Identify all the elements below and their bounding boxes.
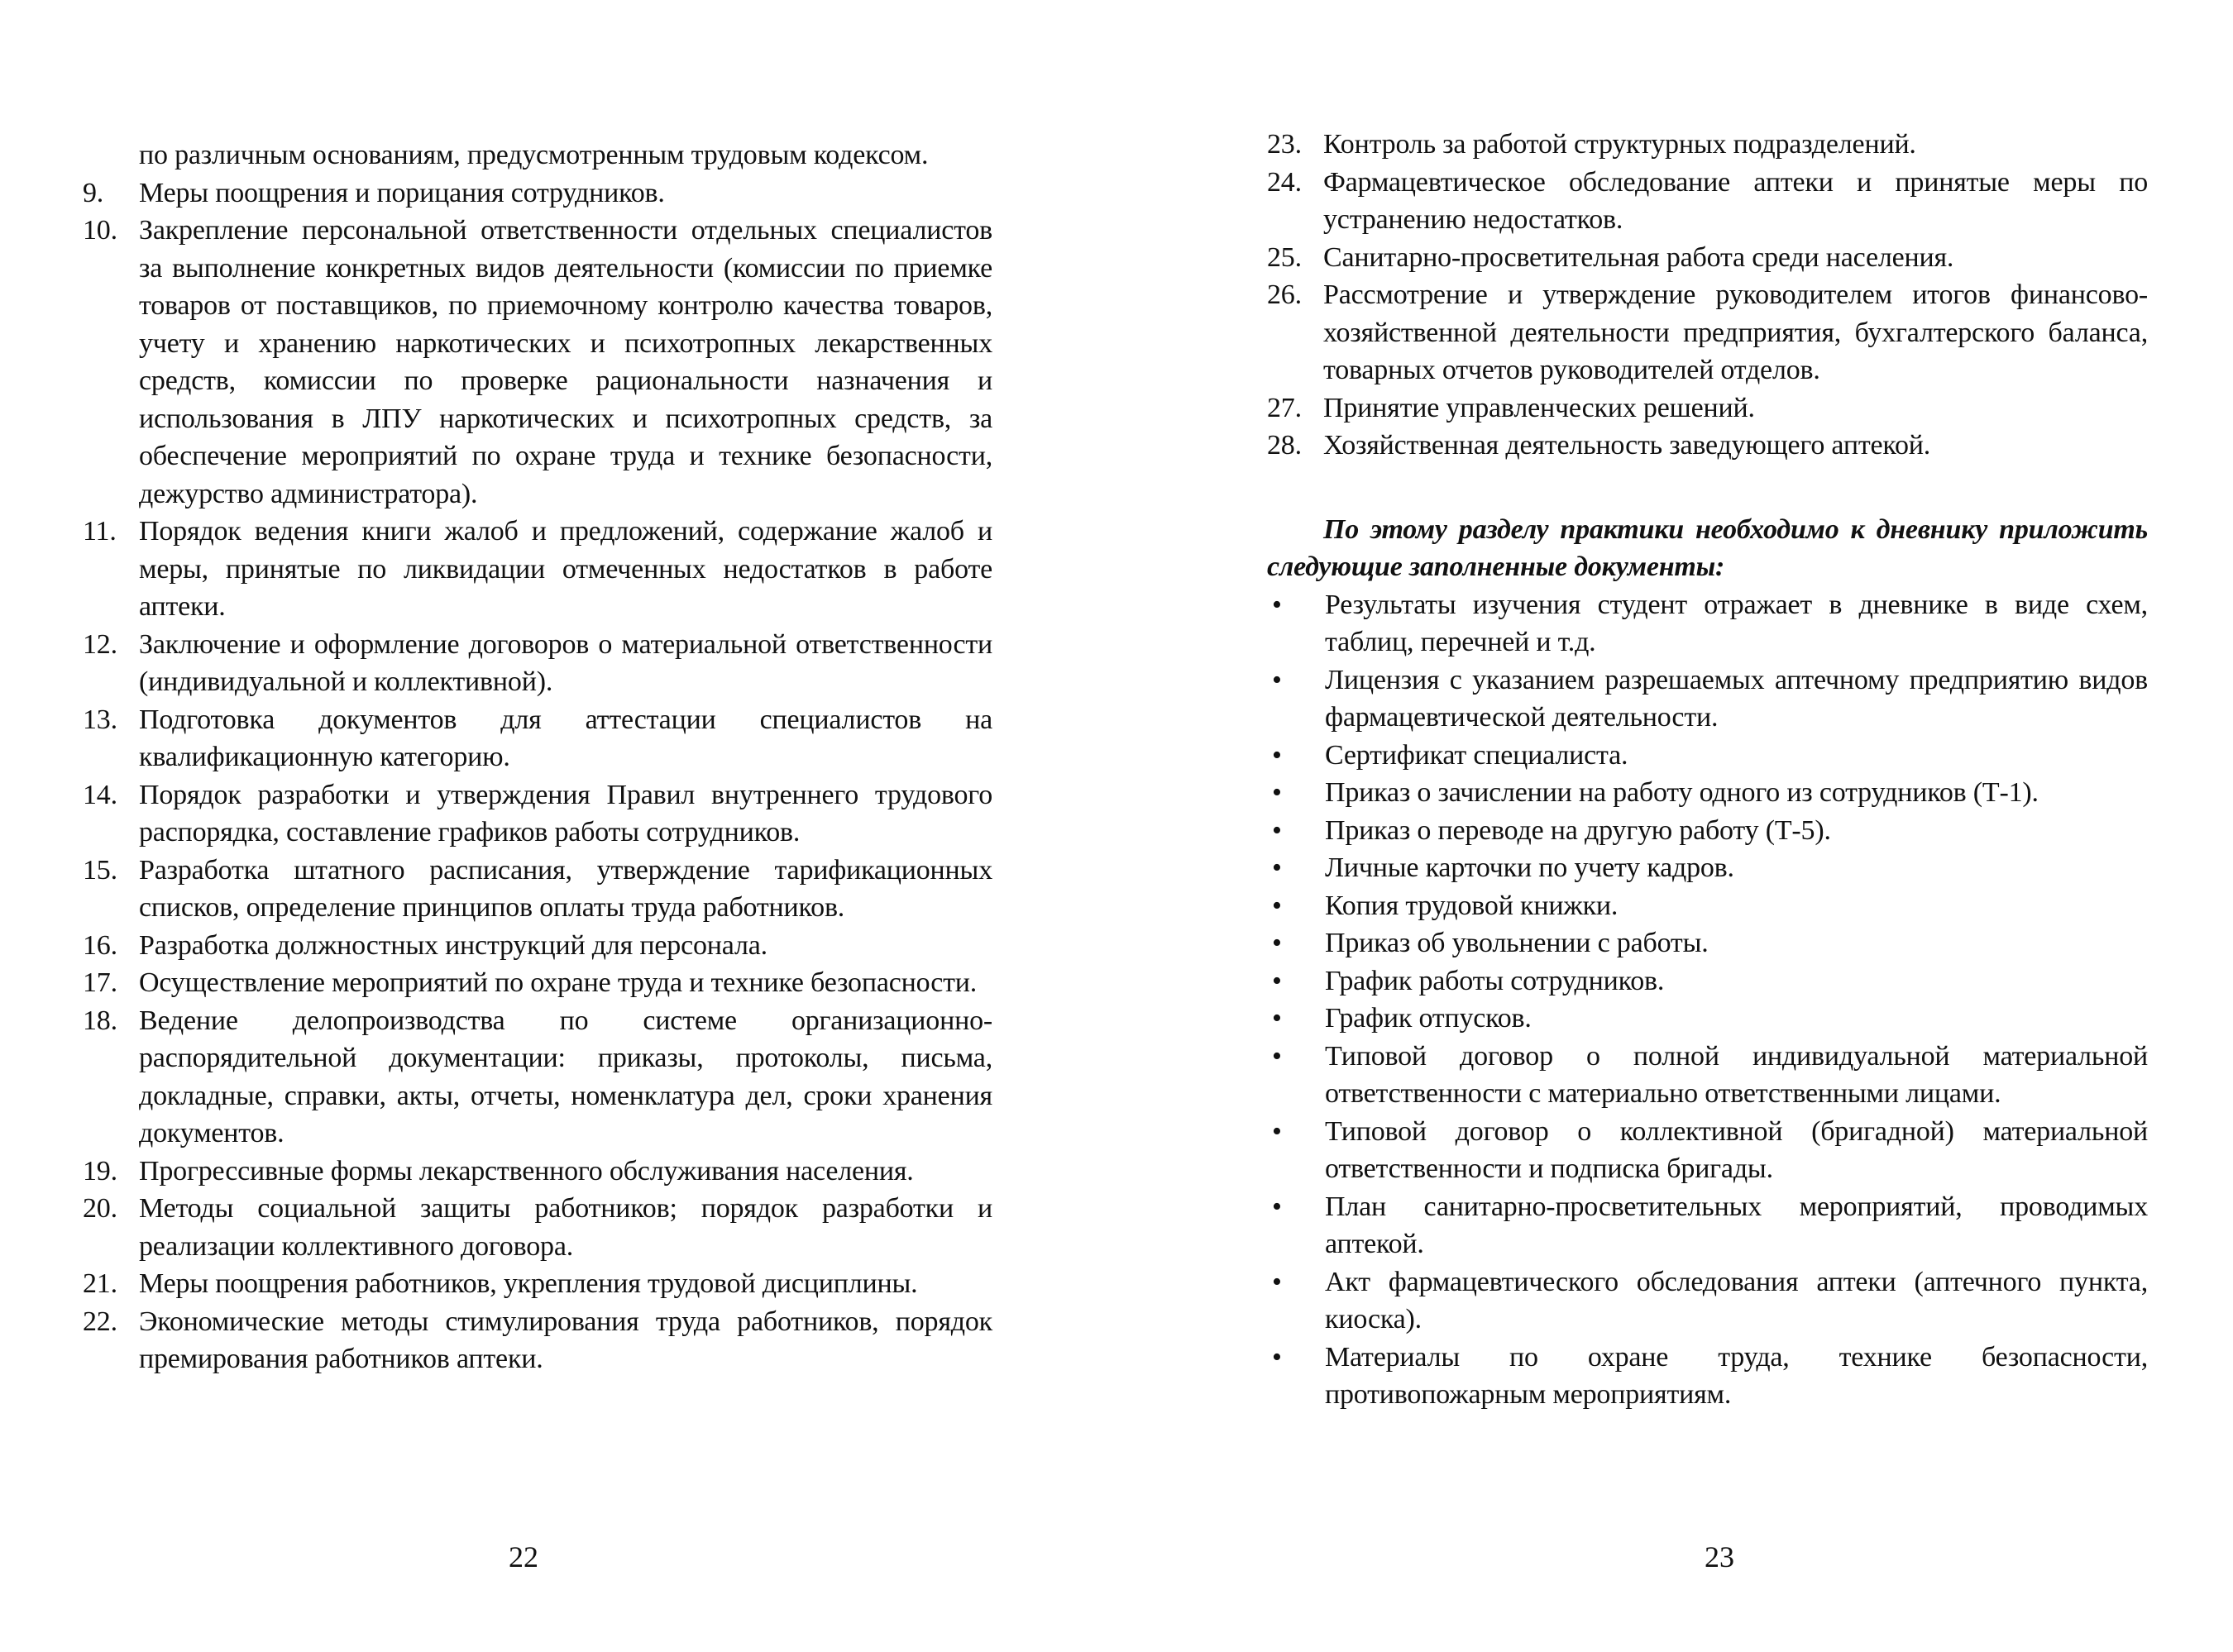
bullet-text: Материалы по охране труда, технике безопасности, противопожарным мероприятиям. [1325, 1341, 2148, 1410]
bullet-icon: • [1272, 1040, 1282, 1072]
list-item [83, 852, 992, 927]
item-text: Порядок разработки и утверждения Правил внутреннего трудового распорядка, составление графиков работы сотрудников. [139, 779, 992, 847]
item-number: 23. [1267, 129, 1302, 160]
bullet-text: Приказ о зачислении на работу одного из сотрудников (Т-1). [1325, 777, 2039, 808]
numbered-list-left [83, 174, 992, 1378]
item-number: 25. [1267, 241, 1302, 273]
bullet-text: Сертификат специалиста. [1325, 739, 1628, 771]
list-item [83, 701, 992, 776]
item-text: Рассмотрение и утверждение руководителем итогов финансово-хозяйственной деятельности предприятия, бухгалтерского баланса, товарных отчетов руководителей отделов. [1323, 279, 2148, 385]
item-text: Хозяйственная деятельность заведующего аптекой. [1323, 430, 1931, 461]
bullet-icon: • [1272, 589, 1282, 620]
section-heading [1267, 511, 2148, 586]
right-page-text [1267, 126, 2148, 1414]
bullet-item [1267, 1038, 2148, 1113]
item-number: 26. [1267, 279, 1302, 310]
bullet-icon: • [1272, 1341, 1282, 1373]
bullet-icon: • [1272, 1115, 1282, 1147]
bullet-item [1267, 1188, 2148, 1263]
bullet-icon: • [1272, 814, 1282, 846]
item-number: 24. [1267, 166, 1302, 198]
bullet-text: План санитарно-просветительных мероприятий, проводимых аптекой. [1325, 1191, 2148, 1259]
item-text: Прогрессивные формы лекарственного обслуживания населения. [139, 1155, 914, 1186]
list-item [83, 1265, 992, 1303]
item-text: Меры поощрения работников, укрепления трудовой дисциплины. [139, 1268, 918, 1299]
bullet-icon: • [1272, 1191, 1282, 1222]
item-text: Разработка должностных инструкций для персонала. [139, 929, 767, 961]
bullet-text: Результаты изучения студент отражает в дневнике в виде схем, таблиц, перечней и т.д. [1325, 589, 2148, 657]
bullet-text: Приказ о переводе на другую работу (Т-5). [1325, 814, 1831, 846]
item-number: 21. [83, 1268, 117, 1299]
bullet-text: Лицензия с указанием разрешаемых аптечному предприятию видов фармацевтической деятельности. [1325, 664, 2148, 733]
list-item [83, 964, 992, 1002]
item-number: 11. [83, 516, 117, 547]
numbered-list-right [1267, 126, 2148, 465]
item-text: Порядок ведения книги жалоб и предложений, содержание жалоб и меры, принятые по ликвидации отмеченных недостатков в работе аптеки. [139, 516, 992, 622]
item-number: 15. [83, 854, 117, 886]
item-text: Разработка штатного расписания, утверждение тарификационных списков, определение принципов оплаты труда работников. [139, 854, 992, 923]
item-number: 27. [1267, 392, 1302, 423]
item-number: 13. [83, 704, 117, 735]
bullet-item [1267, 774, 2148, 812]
item-text: Контроль за работой структурных подразделений. [1323, 129, 1916, 160]
bullet-icon: • [1272, 852, 1282, 883]
list-item [83, 513, 992, 626]
bullet-text: Личные карточки по учету кадров. [1325, 852, 1734, 883]
list-item [1267, 389, 2148, 427]
item-text: Методы социальной защиты работников; порядок разработки и реализации коллективного договора. [139, 1193, 992, 1262]
item-number: 12. [83, 628, 117, 660]
bullet-item [1267, 1339, 2148, 1414]
list-item [83, 1153, 992, 1191]
bullet-item [1267, 661, 2148, 737]
left-page [0, 0, 1116, 1652]
item-text: Меры поощрения и порицания сотрудников. [139, 177, 665, 208]
bullet-icon: • [1272, 739, 1282, 771]
item-text: Закрепление персональной ответственности отдельных специалистов за выполнение конкретных видов деятельности (комиссии по приемке товаров от поставщиков, по приемочному контролю качества товаров, учету и хранению наркотических и психотропных лекарственных средств, комиссии по проверке рациональности назначения и использования в ЛПУ наркотических и психотропных средств, за обеспечение мероприятий по охране труда и технике безопасности, дежурство администратора). [139, 215, 992, 509]
list-item [1267, 164, 2148, 239]
item-text: Принятие управленческих решений. [1323, 392, 1755, 423]
bullet-item [1267, 1263, 2148, 1339]
bullet-icon: • [1272, 928, 1282, 958]
bullet-text: Копия трудовой книжки. [1325, 890, 1619, 921]
bullet-item [1267, 887, 2148, 925]
bullet-icon: • [1272, 1266, 1282, 1297]
item-number: 14. [83, 779, 117, 810]
page-number-right: 23 [1705, 1540, 1734, 1573]
list-item [83, 174, 992, 212]
bullet-item [1267, 586, 2148, 661]
bullet-text: График работы сотрудников. [1325, 965, 1665, 996]
list-item [1267, 239, 2148, 277]
item-text: Фармацевтическое обследование аптеки и принятые меры по устранению недостатков. [1323, 166, 2148, 235]
bullet-item [1267, 737, 2148, 775]
item-text: Осуществление мероприятий по охране труда и технике безопасности. [139, 967, 978, 998]
bullet-item [1267, 849, 2148, 887]
item-number: 20. [83, 1193, 117, 1224]
list-item [83, 776, 992, 852]
bullet-icon: • [1272, 664, 1282, 695]
bullet-text: График отпусков. [1325, 1003, 1532, 1034]
bullet-text: Типовой договор о коллективной (бригадной) материальной ответственности и подписка бригады. [1325, 1115, 2148, 1184]
item-text: Экономические методы стимулирования труда работников, порядок премирования работников аптеки. [139, 1306, 992, 1374]
bullet-text: Типовой договор о полной индивидуальной материальной ответственности с материально ответственными лицами. [1325, 1040, 2148, 1109]
bullet-item [1267, 1000, 2148, 1038]
bullet-icon: • [1272, 890, 1282, 921]
page-number-left: 22 [509, 1540, 538, 1573]
bullet-item [1267, 924, 2148, 962]
list-item [83, 1002, 992, 1153]
list-item [83, 927, 992, 965]
section-heading-text: По этому разделу практики необходимо к дневнику приложить следующие заполненные документы: [1267, 513, 2148, 582]
bullet-item [1267, 962, 2148, 1000]
list-item [83, 626, 992, 701]
item-text: Подготовка документов для аттестации специалистов на квалификационную категорию. [139, 704, 992, 772]
continuation-paragraph: по различным основаниям, предусмотренным трудовым кодексом. [139, 140, 929, 170]
item-text: Заключение и оформление договоров о материальной ответственности (индивидуальной и коллективной). [139, 628, 992, 697]
item-number: 17. [83, 967, 117, 998]
item-text: Ведение делопроизводства по системе организационно-распорядительной документации: приказы, протоколы, письма, докладные, справки, акты, отчеты, номенклатура дел, сроки хранения документов. [139, 1005, 992, 1148]
right-page [1116, 0, 2233, 1652]
bullet-icon: • [1272, 1003, 1282, 1034]
bullet-text: Приказ об увольнении с работы. [1325, 928, 1709, 958]
item-number: 10. [83, 215, 117, 246]
item-number: 28. [1267, 430, 1302, 461]
item-number: 16. [83, 929, 117, 961]
bullet-text: Акт фармацевтического обследования аптеки (аптечного пункта, киоска). [1325, 1266, 2148, 1334]
bullet-list [1267, 586, 2148, 1414]
list-item [83, 212, 992, 513]
list-item [1267, 126, 2148, 164]
list-item [1267, 427, 2148, 465]
bullet-icon: • [1272, 777, 1282, 808]
item-text: Санитарно-просветительная работа среди населения. [1323, 241, 1954, 273]
bullet-icon: • [1272, 965, 1282, 996]
item-number: 9. [83, 177, 104, 208]
list-item [83, 1303, 992, 1378]
item-number: 18. [83, 1005, 117, 1036]
left-page-text [83, 136, 992, 1378]
list-item [1267, 276, 2148, 389]
item-number: 22. [83, 1306, 117, 1337]
bullet-item [1267, 1113, 2148, 1188]
item-number: 19. [83, 1155, 117, 1186]
bullet-item [1267, 812, 2148, 850]
list-item [83, 1190, 992, 1265]
